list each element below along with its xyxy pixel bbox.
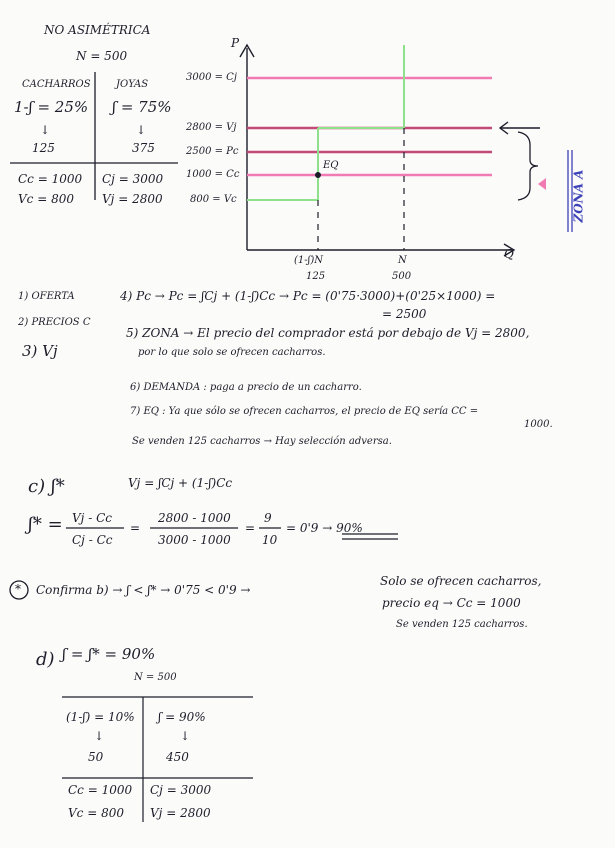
- partd-label: d): [36, 649, 55, 670]
- header-title: NO ASIMÉTRICA: [44, 23, 151, 37]
- confirm-result-1: Solo se ofrecen cacharros,: [380, 574, 542, 588]
- step4-line2: = 2500: [382, 307, 427, 321]
- label-800: 800 = Vc: [190, 194, 237, 205]
- partd-vc: Vc = 800: [68, 806, 124, 820]
- confirm-result-3: Se venden 125 cacharros.: [396, 619, 528, 630]
- header-n: N = 500: [76, 49, 128, 63]
- table1-col1-share: 1-ʃ = 25%: [14, 98, 89, 116]
- label-1000: 1000 = Cc: [186, 169, 240, 180]
- eq-label: EQ: [323, 160, 339, 171]
- step7-line1: 7) EQ : Ya que sólo se ofrecen cacharros, el precio de EQ sería CC =: [130, 406, 479, 417]
- step4-line1: 4) Pc → Pc = ʃCj + (1-ʃ)Cc → Pc = (0'75·3000)+(0'25×1000) =: [120, 289, 496, 303]
- partd-eqn: ʃ = ʃ* = 90%: [62, 645, 156, 663]
- pink-marker-icon: [538, 178, 546, 190]
- step5-line2: por lo que solo se ofrecen cacharros.: [138, 347, 326, 358]
- table1-col1-head: CACHARROS: [22, 79, 91, 90]
- step6: 6) DEMANDA : paga a precio de un cacharro.: [130, 382, 362, 393]
- star-icon: *: [15, 582, 21, 596]
- x-label-1fn: (1-ʃ)N: [294, 255, 324, 266]
- partc-eq1: =: [130, 521, 141, 535]
- table1-cj: Cj = 3000: [102, 172, 164, 186]
- eq-point: [315, 172, 321, 178]
- x-value-125: 125: [306, 271, 326, 282]
- fstar-label: ʃ* =: [28, 514, 63, 535]
- step5-line1: 5) ZONA → El precio del comprador está por debajo de Vj = 2800,: [126, 326, 530, 340]
- arrow-down-icon: ↓: [40, 123, 51, 137]
- label-2500: 2500 = Pc: [186, 146, 239, 157]
- fraction3-num: 9: [264, 511, 272, 525]
- table1-col2-head: JOYAS: [116, 79, 149, 90]
- table1-cc: Cc = 1000: [18, 172, 83, 186]
- confirm-result-2: precio eq → Cc = 1000: [382, 596, 521, 610]
- list-item-3: 3) Vj: [22, 342, 58, 360]
- partc-result: = 0'9 → 90%: [286, 521, 363, 535]
- table1-col2-count: 375: [132, 141, 155, 155]
- fraction3-den: 10: [262, 533, 278, 547]
- step7-line2: 1000.: [524, 419, 553, 430]
- zona-bracket: [518, 132, 538, 200]
- zona-a-label: ZONA A: [571, 169, 586, 223]
- table1-vc: Vc = 800: [18, 192, 74, 206]
- partc-label: c) ʃ*: [28, 476, 65, 497]
- p-axis-label: P: [231, 36, 240, 50]
- confirm-text: Confirma b) → ʃ < ʃ* → 0'75 < 0'9 →: [36, 583, 251, 597]
- fraction1-den: Cj - Cc: [72, 533, 113, 547]
- partd-cc: Cc = 1000: [68, 783, 133, 797]
- arrow-down-icon: ↓: [94, 729, 105, 743]
- arrow-down-icon: ↓: [136, 123, 147, 137]
- list-item-2: 2) PRECIOS C: [18, 317, 91, 328]
- partd-c1-share: (1-ʃ) = 10%: [66, 710, 135, 724]
- table1-col2-share: ʃ = 75%: [112, 98, 172, 116]
- fraction1-num: Vj - Cc: [72, 511, 112, 525]
- fraction2-den: 3000 - 1000: [158, 533, 231, 547]
- x-value-500: 500: [392, 271, 412, 282]
- partd-c1-count: 50: [88, 750, 104, 764]
- partd-vj: Vj = 2800: [150, 806, 211, 820]
- table1-vj: Vj = 2800: [102, 192, 163, 206]
- table1-col1-count: 125: [32, 141, 55, 155]
- x-label-n: N: [398, 255, 407, 266]
- partd-n: N = 500: [134, 672, 177, 683]
- partc-eq2: =: [245, 521, 256, 535]
- label-3000: 3000 = Cj: [186, 72, 237, 83]
- partc-formula: Vj = ʃCj + (1-ʃ)Cc: [128, 476, 233, 490]
- fraction2-num: 2800 - 1000: [158, 511, 231, 525]
- step7-line3: Se venden 125 cacharros → Hay selección adversa.: [132, 436, 392, 447]
- list-item-1: 1) OFERTA: [18, 291, 75, 302]
- partd-cj: Cj = 3000: [150, 783, 212, 797]
- label-2800: 2800 = Vj: [186, 122, 237, 133]
- q-axis-label: Q: [504, 247, 514, 261]
- partd-c2-count: 450: [166, 750, 189, 764]
- partd-c2-share: ʃ = 90%: [158, 710, 206, 724]
- arrow-down-icon: ↓: [180, 729, 191, 743]
